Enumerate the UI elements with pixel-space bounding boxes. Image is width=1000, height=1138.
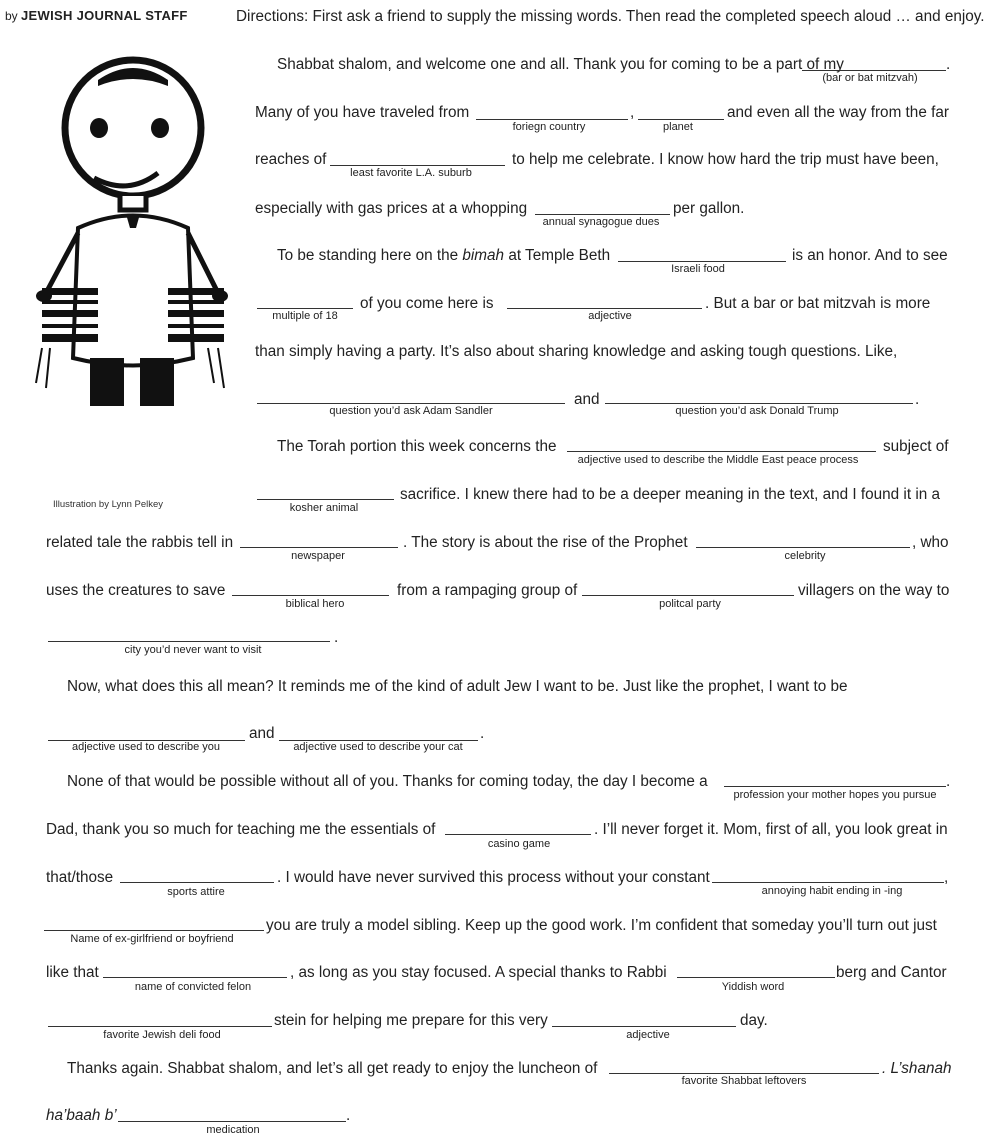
blank-line[interactable] xyxy=(445,834,591,835)
speech-text: is an honor. And to see xyxy=(792,247,948,264)
byline xyxy=(5,8,188,23)
speech-text: . xyxy=(946,56,951,73)
blank-caption: favorite Jewish deli food xyxy=(103,1029,221,1041)
blank-line[interactable] xyxy=(48,1026,272,1027)
speech-text: Dad, thank you so much for teaching me the essentials of xyxy=(46,821,436,838)
blank-caption: annoying habit ending in -ing xyxy=(761,885,903,897)
speech-text: uses the creatures to save xyxy=(46,582,226,599)
blank-caption: politcal party xyxy=(659,598,721,610)
speech-text: None of that would be possible without all of you. Thanks for coming today, the day I become a xyxy=(67,773,708,790)
speech-text: . I’ll never forget it. Mom, first of all, you look great in xyxy=(594,821,948,838)
blank-caption: foriegn country xyxy=(512,121,586,133)
speech-text: , xyxy=(630,104,635,121)
blank-line[interactable] xyxy=(638,119,724,120)
blank-caption: Yiddish word xyxy=(721,981,785,993)
blank-caption: multiple of 18 xyxy=(272,310,338,322)
speech-text: subject of xyxy=(883,438,949,455)
speech-text: . L’shanah xyxy=(882,1060,952,1077)
blank-caption: adjective used to describe your cat xyxy=(293,741,463,753)
speech-text: . xyxy=(946,773,951,790)
blank-caption: kosher animal xyxy=(289,502,359,514)
speech-text: villagers on the way to xyxy=(798,582,950,599)
speech-text: and xyxy=(249,725,275,742)
speech-text: To be standing here on the bimah at Temple Beth xyxy=(277,247,611,264)
speech-text: Many of you have traveled from xyxy=(255,104,470,121)
speech-text: Now, what does this all mean? It reminds me of the kind of adult Jew I want to be. Just like the prophet, I want to be xyxy=(67,678,848,695)
blank-line[interactable] xyxy=(696,547,910,548)
blank-line[interactable] xyxy=(44,930,264,931)
speech-text: . xyxy=(346,1107,351,1124)
blank-caption: planet xyxy=(663,121,693,133)
blank-caption: adjective xyxy=(588,310,632,322)
blank-line[interactable] xyxy=(552,1026,736,1027)
blank-line[interactable] xyxy=(582,595,794,596)
speech-text: and even all the way from the far xyxy=(727,104,949,121)
speech-text: , xyxy=(944,869,949,886)
blank-line[interactable] xyxy=(567,451,876,452)
blank-line[interactable] xyxy=(257,308,353,309)
speech-text: . The story is about the rise of the Prophet xyxy=(403,534,688,551)
blank-line[interactable] xyxy=(103,977,287,978)
speech-text: especially with gas prices at a whopping xyxy=(255,200,528,217)
blank-caption: profession your mother hopes you pursue xyxy=(733,789,937,801)
illustration-credit: Illustration by Lynn Pelkey xyxy=(53,499,164,510)
bar-mitzvah-boy-illustration xyxy=(28,38,238,418)
blank-line[interactable] xyxy=(48,641,330,642)
blank-caption: casino game xyxy=(487,838,551,850)
speech-text: . I would have never survived this process without your constant xyxy=(277,869,710,886)
blank-line[interactable] xyxy=(232,595,389,596)
blank-line[interactable] xyxy=(618,261,786,262)
blank-caption: name of convicted felon xyxy=(134,981,252,993)
blank-caption: adjective used to describe you xyxy=(72,741,220,753)
speech-text: day. xyxy=(740,1012,768,1029)
speech-text: . xyxy=(915,391,920,408)
blank-caption: annual synagogue dues xyxy=(542,216,660,228)
speech-text: that/those xyxy=(46,869,114,886)
speech-text: , as long as you stay focused. A special thanks to Rabbi xyxy=(290,964,667,981)
speech-text: The Torah portion this week concerns the xyxy=(277,438,557,455)
speech-text: related tale the rabbis tell in xyxy=(46,534,234,551)
speech-text: Shabbat shalom, and welcome one and all. Thank you for coming to be a part of my xyxy=(277,56,844,73)
blank-caption: newspaper xyxy=(291,550,345,562)
blank-line[interactable] xyxy=(802,70,946,71)
speech-text: berg and Cantor xyxy=(836,964,947,981)
speech-text: like that xyxy=(46,964,99,981)
speech-text: . xyxy=(480,725,485,742)
blank-caption: question you’d ask Adam Sandler xyxy=(329,405,493,417)
speech-text: of you come here is xyxy=(360,295,494,312)
blank-line[interactable] xyxy=(677,977,835,978)
speech-text: stein for helping me prepare for this very xyxy=(274,1012,548,1029)
blank-caption: adjective xyxy=(626,1029,670,1041)
speech-text: . But a bar or bat mitzvah is more xyxy=(705,295,931,312)
blank-caption: question you’d ask Donald Trump xyxy=(675,405,839,417)
speech-text: and xyxy=(574,391,600,408)
blank-line[interactable] xyxy=(724,786,946,787)
blank-caption: Name of ex-girlfriend or boyfriend xyxy=(70,933,234,945)
blank-line[interactable] xyxy=(120,882,274,883)
blank-line[interactable] xyxy=(712,882,944,883)
blank-line[interactable] xyxy=(330,165,505,166)
speech-text: than simply having a party. It’s also about sharing knowledge and asking tough questions. Like, xyxy=(255,343,898,360)
blank-caption: least favorite L.A. suburb xyxy=(350,167,472,179)
blank-caption: sports attire xyxy=(167,886,225,898)
speech-text: . xyxy=(334,629,339,646)
speech-text: per gallon. xyxy=(673,200,745,217)
blank-caption: adjective used to describe the Middle East peace process xyxy=(577,454,859,466)
speech-text: sacrifice. I knew there had to be a deeper meaning in the text, and I found it in a xyxy=(400,486,940,503)
speech-text: to help me celebrate. I know how hard the trip must have been, xyxy=(512,151,939,168)
speech-text: from a rampaging group of xyxy=(397,582,578,599)
directions-text: Directions: First ask a friend to supply the missing words. Then read the completed speech aloud … and enjoy. xyxy=(236,8,985,25)
blank-line[interactable] xyxy=(605,403,913,404)
blank-line[interactable] xyxy=(118,1121,346,1122)
blank-caption: celebrity xyxy=(784,550,826,562)
blank-caption: (bar or bat mitzvah) xyxy=(822,72,918,84)
speech-text: ha’baah b’ xyxy=(46,1107,117,1124)
byline-prefix: by xyxy=(5,9,18,23)
blank-line[interactable] xyxy=(535,214,670,215)
blank-caption: biblical hero xyxy=(285,598,345,610)
speech-text: , who xyxy=(912,534,949,551)
byline-author: JEWISH JOURNAL STAFF xyxy=(21,8,188,23)
speech-text: you are truly a model sibling. Keep up the good work. I’m confident that someday you’ll turn out just xyxy=(266,917,937,934)
blank-caption: medication xyxy=(206,1124,260,1136)
blank-line[interactable] xyxy=(609,1073,879,1074)
blank-line[interactable] xyxy=(257,403,565,404)
blank-line[interactable] xyxy=(507,308,702,309)
blank-line[interactable] xyxy=(240,547,398,548)
speech-text: reaches of xyxy=(255,151,327,168)
speech-text: Thanks again. Shabbat shalom, and let’s all get ready to enjoy the luncheon of xyxy=(67,1060,598,1077)
blank-caption: favorite Shabbat leftovers xyxy=(681,1075,807,1087)
blank-line[interactable] xyxy=(257,499,394,500)
blank-caption: city you’d never want to visit xyxy=(124,644,262,656)
blank-line[interactable] xyxy=(476,119,628,120)
blank-caption: Israeli food xyxy=(671,263,725,275)
